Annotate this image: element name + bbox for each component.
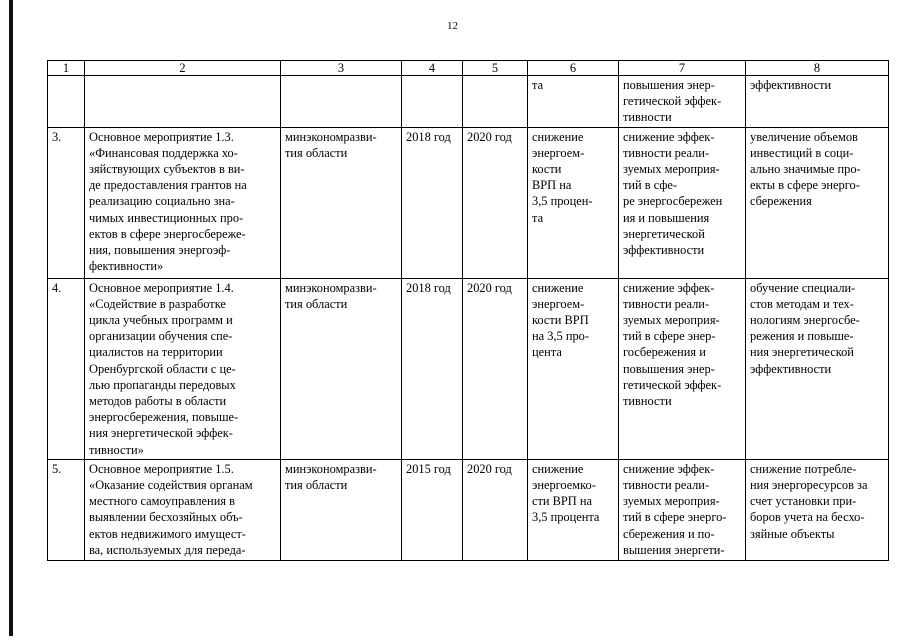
start-year: 2018 год: [402, 127, 463, 278]
target-effect: увеличение объемов инвестиций в соци- ально значимые про- екты в сфере энерго- сбережения: [746, 127, 889, 278]
table-row: [48, 76, 889, 128]
non-implementation-consequence: повышения энер- гетической эффек- тивности: [619, 76, 746, 128]
non-implementation-consequence: снижение эффек- тивности реали- зуемых мероприя- тий в сфере энер- госбережения и повышения энер- гетической эффек- тивности: [619, 278, 746, 459]
row-number: 5.: [48, 459, 85, 560]
expected-result: снижение энергоем- кости ВРП на 3,5 процен- та: [528, 127, 619, 278]
executor: [281, 76, 402, 128]
measure-title: Основное мероприятие 1.3. «Финансовая поддержка хо- зяйствующих субъектов в ви- де предоставления грантов на реализацию социально зна- чимых инвестиционных про- ектов в сфере энергосбереже- ния, повышения энергоэф- фективности»: [85, 127, 281, 278]
table-row: [48, 127, 889, 278]
expected-result: снижение энергоем- кости ВРП на 3,5 про- цента: [528, 278, 619, 459]
column-header: 1: [48, 61, 85, 76]
table-row: [48, 278, 889, 459]
column-header: 6: [528, 61, 619, 76]
expected-result: снижение энергоемко- сти ВРП на 3,5 процента: [528, 459, 619, 560]
left-margin-bar: [9, 0, 13, 636]
end-year: 2020 год: [463, 278, 528, 459]
row-number: 3.: [48, 127, 85, 278]
end-year: 2020 год: [463, 127, 528, 278]
column-header: 8: [746, 61, 889, 76]
start-year: [402, 76, 463, 128]
column-number-row: [48, 61, 889, 76]
column-header: 7: [619, 61, 746, 76]
column-header: 2: [85, 61, 281, 76]
end-year: 2020 год: [463, 459, 528, 560]
measures-table: [47, 60, 889, 561]
target-effect: эффективности: [746, 76, 889, 128]
column-header: 4: [402, 61, 463, 76]
non-implementation-consequence: снижение эффек- тивности реали- зуемых мероприя- тий в сфере энерго- сбережения и по- вышения энергети-: [619, 459, 746, 560]
measure-title: [85, 76, 281, 128]
table-row: [48, 459, 889, 560]
row-number: 4.: [48, 278, 85, 459]
non-implementation-consequence: снижение эффек- тивности реали- зуемых мероприя- тий в сфе- ре энергосбережен ия и повышения энергетической эффективности: [619, 127, 746, 278]
executor: минэкономразви- тия области: [281, 127, 402, 278]
column-header: 3: [281, 61, 402, 76]
column-header: 5: [463, 61, 528, 76]
page-number: 12: [447, 20, 458, 32]
target-effect: снижение потребле- ния энергоресурсов за счет установки при- боров учета на бесхо- зяйные объекты: [746, 459, 889, 560]
executor: минэкономразви- тия области: [281, 278, 402, 459]
row-number: [48, 76, 85, 128]
expected-result: та: [528, 76, 619, 128]
start-year: 2015 год: [402, 459, 463, 560]
end-year: [463, 76, 528, 128]
measure-title: Основное мероприятие 1.4. «Содействие в разработке цикла учебных программ и организации обучения спе- циалистов на территории Оренбургской области с це- лью пропаганды передовых методов работы в области энергосбережения, повыше- ния энергетической эффек- тивности»: [85, 278, 281, 459]
executor: минэкономразви- тия области: [281, 459, 402, 560]
measure-title: Основное мероприятие 1.5. «Оказание содействия органам местного самоуправления в выявлении бесхозяйных объ- ектов недвижимого имущест- ва, используемых для переда-: [85, 459, 281, 560]
target-effect: обучение специали- стов методам и тех- нологиям энергосбе- режения и повыше- ния энергетической эффективности: [746, 278, 889, 459]
start-year: 2018 год: [402, 278, 463, 459]
